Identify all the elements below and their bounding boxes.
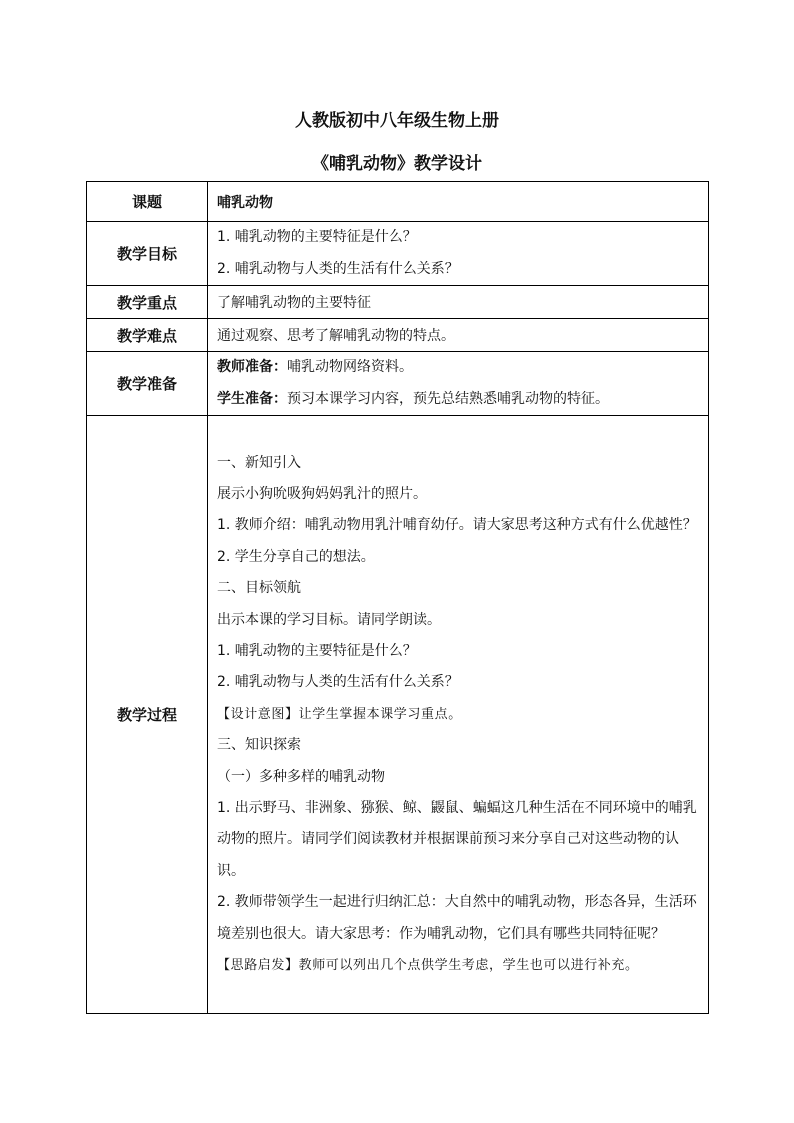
topic-label: 课题 <box>87 182 208 222</box>
design-intent-note: 【设计意图】让学生掌握本课学习重点。 <box>217 706 462 722</box>
difficulties-value: 通过观察、思考了解哺乳动物的特点。 <box>208 319 709 352</box>
section-1-item-1: 1. 教师介绍：哺乳动物用乳汁哺育幼仔。请大家思考这种方式有什么优越性？ <box>217 517 697 534</box>
difficulties-label: 教学难点 <box>87 319 208 352</box>
teacher-prep-label: 教师准备： <box>217 359 287 376</box>
row-key-points <box>87 286 709 319</box>
teacher-prep-value: 哺乳动物网络资料。 <box>287 359 413 376</box>
goal-item-1: 1. 哺乳动物的主要特征是什么？ <box>217 229 417 246</box>
section-1-text: 展示小狗吮吸狗妈妈乳汁的照片。 <box>217 485 427 502</box>
section-1-item-2: 2. 学生分享自己的想法。 <box>217 548 375 565</box>
document-title: 人教版初中八年级生物上册 <box>295 111 499 131</box>
row-difficulties <box>87 319 709 352</box>
row-topic <box>87 182 709 222</box>
section-3-item-1: 1. 出示野马、非洲象、猕猴、鲸、鼹鼠、蝙蝠这几种生活在不同环境中的哺乳动物的照片。请同学们阅读教材并根据课前预习来分享自己对这些动物的认识。 <box>217 800 697 879</box>
goal-item-2: 2. 哺乳动物与人类的生活有什么关系？ <box>217 260 459 277</box>
row-process <box>87 416 709 1014</box>
key-points-label: 教学重点 <box>87 286 208 319</box>
goals-label: 教学目标 <box>87 222 208 286</box>
section-2-item-2: 2. 哺乳动物与人类的生活有什么关系？ <box>217 674 459 691</box>
lesson-plan-table <box>86 181 709 1014</box>
section-2-text: 出示本课的学习目标。请同学朗读。 <box>217 611 441 628</box>
key-points-value: 了解哺乳动物的主要特征 <box>208 286 709 319</box>
teacher-preparation <box>217 352 700 383</box>
section-2-item-1: 1. 哺乳动物的主要特征是什么？ <box>217 642 417 659</box>
goals-content <box>208 222 709 286</box>
preparation-label: 教学准备 <box>87 352 208 416</box>
preparation-content <box>208 352 709 416</box>
student-prep-value: 预习本课学习内容，预先总结熟悉哺乳动物的特征。 <box>287 390 609 407</box>
section-2-heading: 二、目标领航 <box>217 580 301 597</box>
section-3-subheading: （一）多种多样的哺乳动物 <box>217 768 385 785</box>
document-subtitle: 《哺乳动物》教学设计 <box>312 154 482 174</box>
row-goals <box>87 222 709 286</box>
section-3-heading: 三、知识探索 <box>217 737 301 754</box>
row-preparation <box>87 352 709 416</box>
student-prep-label: 学生准备： <box>217 390 287 407</box>
section-3-item-2: 2. 教师带领学生一起进行归纳汇总：大自然中的哺乳动物，形态各异，生活环境差别也很大。请大家思考：作为哺乳动物，它们具有哪些共同特征呢？ <box>217 894 697 942</box>
thinking-hint-note: 【思路启发】教师可以列出几个点供学生考虑，学生也可以进行补充。 <box>217 958 639 974</box>
process-content <box>208 416 709 1014</box>
process-label: 教学过程 <box>87 416 208 1014</box>
topic-value: 哺乳动物 <box>208 182 709 222</box>
student-preparation <box>217 384 700 415</box>
section-1-heading: 一、新知引入 <box>217 454 301 471</box>
